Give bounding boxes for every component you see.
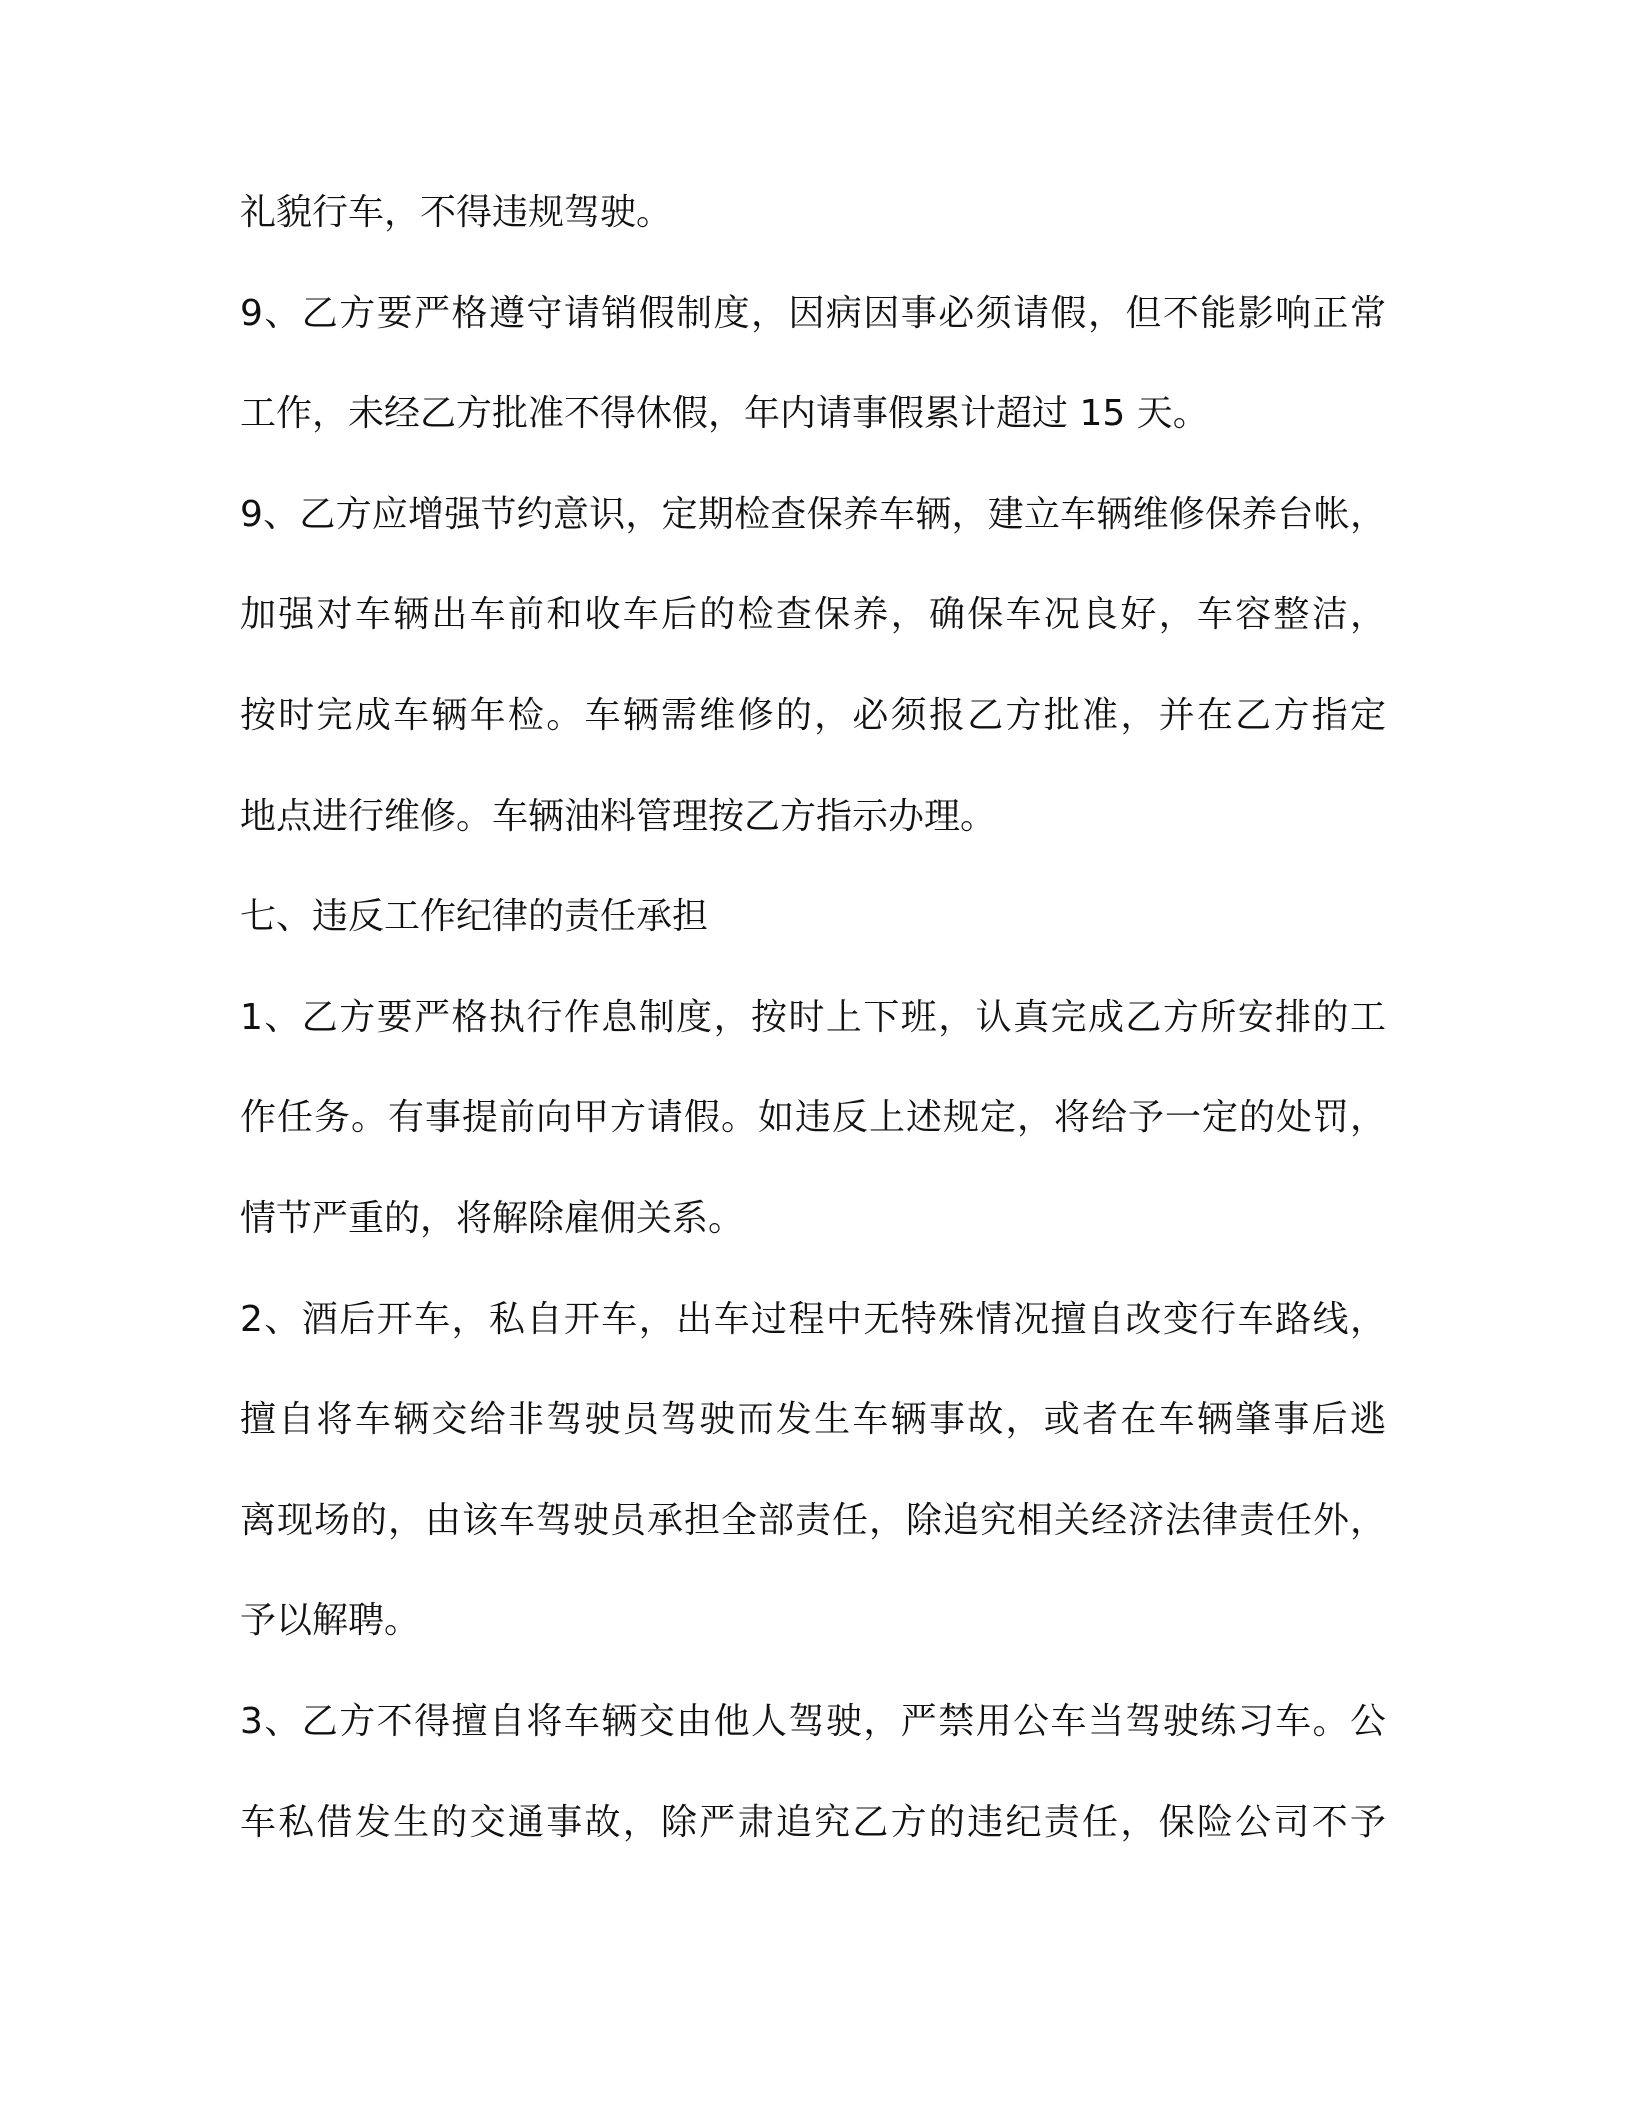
text-line: 车私借发生的交通事故，除严肃追究乙方的违纪责任，保险公司不予 [240,1801,1386,1843]
text-line: 地点进行维修。车辆油料管理按乙方指示办理。 [240,795,997,837]
text-line: 2、酒后开车，私自开车，出车过程中无特殊情况擅自改变行车路线， [240,1298,1386,1340]
section-item-3 [240,1672,1386,1873]
text-line: 情节严重的，将解除雇佣关系。 [240,1197,745,1239]
section-discipline [240,867,1386,1873]
text-line: 9、乙方要严格遵守请销假制度，因病因事必须请假，但不能影响正常 [240,292,1386,334]
text-line: 作任务。有事提前向甲方请假。如违反上述规定，将给予一定的处罚， [240,1097,1386,1139]
text-line: 9、乙方应增强节约意识，定期检查保养车辆，建立车辆维修保养台帐， [240,493,1386,535]
paragraph-continuation [240,163,1386,264]
text-line: 礼貌行车，不得违规驾驶。 [240,192,673,233]
section-heading: 七、违反工作纪律的责任承担 [240,896,709,938]
text-line: 3、乙方不得擅自将车辆交由他人驾驶，严禁用公车当驾驶练习车。公 [240,1700,1386,1742]
section-item-1 [240,968,1386,1270]
text-line: 按时完成车辆年检。车辆需维修的，必须报乙方批准，并在乙方指定 [240,694,1386,736]
text-line: 离现场的，由该车驾驶员承担全部责任，除追究相关经济法律责任外， [240,1499,1386,1541]
text-line: 1、乙方要严格执行作息制度，按时上下班，认真完成乙方所安排的工 [240,996,1386,1038]
section-item-2 [240,1270,1386,1672]
document-body [240,163,1386,1873]
paragraph-leave-rules [240,264,1386,465]
text-line: 予以解聘。 [240,1600,421,1642]
text-line: 擅自将车辆交给非驾驶员驾驶而发生车辆事故，或者在车辆肇事后逃 [240,1399,1386,1441]
paragraph-vehicle-maintenance [240,465,1386,867]
text-line: 工作，未经乙方批准不得休假，年内请事假累计超过 15 天。 [240,393,1209,435]
text-line: 加强对车辆出车前和收车后的检查保养，确保车况良好，车容整洁， [240,594,1386,636]
